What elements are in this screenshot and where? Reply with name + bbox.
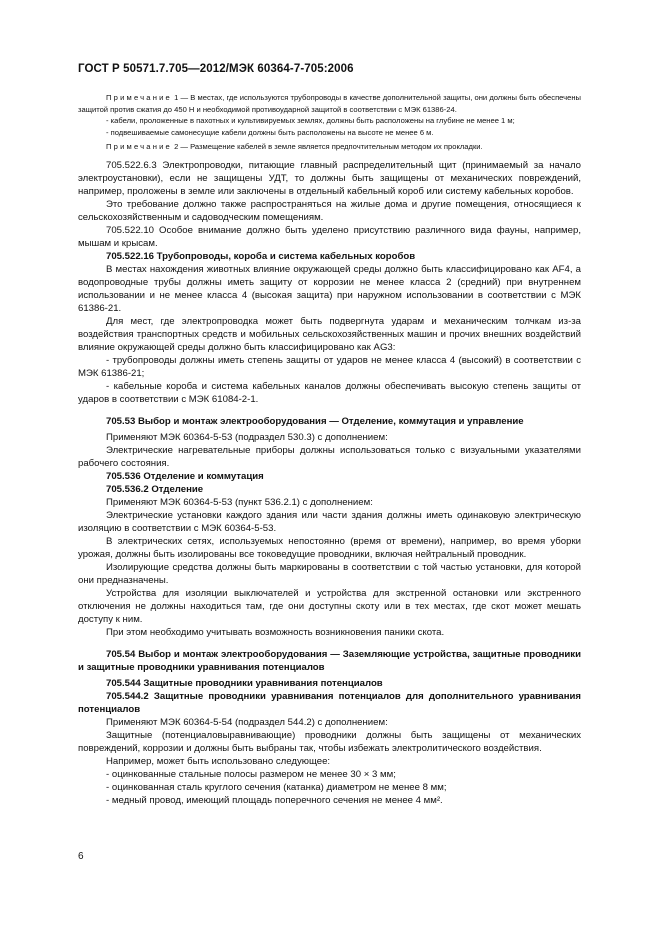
paragraph: Применяют МЭК 60364-5-54 (подраздел 544.2) с дополнением:: [106, 716, 388, 728]
note-1-text: 1 — В местах, где используются трубопроводы в качестве дополнительной защиты, они должны быть обеспечены защитой против сжатия до 450 Н и необходимой противоударной защитой в соответствии с МЭК 61386-24.: [78, 93, 581, 114]
paragraph: Изолирующие средства должны быть маркированы в соответствии с той частью установки, для которой они предназначены.: [78, 561, 581, 586]
page-number: 6: [78, 851, 84, 862]
document-body: [78, 92, 581, 807]
paragraph-705-522-10: 705.522.10 Особое внимание должно быть уделено присутствию различного вида фауны, например, мышам и крысам.: [78, 224, 581, 249]
note-2-text: 2 — Размещение кабелей в земле является предпочтительным методом их прокладки.: [171, 142, 483, 152]
paragraph: Электрические нагревательные приборы должны использоваться только с визуальными указателями рабочего состояния.: [78, 444, 581, 469]
heading-705-544: 705.544 Защитные проводники уравнивания потенциалов: [106, 677, 383, 689]
heading-705-53: 705.53 Выбор и монтаж электрооборудования — Отделение, коммутация и управление: [106, 415, 524, 427]
note-2: [78, 141, 581, 153]
paragraph-705-522-6-3: 705.522.6.3 Электропроводки, питающие главный распределительный щит (принимаемый за начало электроустановки), если не защищены УДТ, то должны быть защищены от механических повреждений, например, проложены в земле или заключены в отдельный кабельный короб или систему кабельных коробов.: [78, 159, 581, 197]
paragraph: Защитные (потенциаловыравнивающие) проводники должны быть защищены от механических повреждений, коррозии и должны быть выбраны так, чтобы избежать электролитического воздействия.: [78, 729, 581, 754]
paragraph: Применяют МЭК 60364-5-53 (подраздел 530.3) с дополнением:: [106, 431, 388, 443]
paragraph: Это требование должно также распространяться на жилые дома и другие помещения, относящиеся к сельскохозяйственным и садоводческим помещениям.: [78, 198, 581, 223]
list-item: - оцинкованные стальные полосы размером не менее 30 × 3 мм;: [106, 768, 396, 780]
note-1: [78, 92, 581, 115]
heading-705-536-2: 705.536.2 Отделение: [106, 483, 204, 495]
paragraph: При этом необходимо учитывать возможность возникновения паники скота.: [106, 626, 445, 638]
paragraph: В местах нахождения животных влияние окружающей среды должно быть классифицировано как AF4, а водопроводные трубы должны иметь защиту от коррозии не менее класса 2 (средний) при внутреннем использовании и не менее класса 4 (высокая защита) при наружном использовании в соответствии с МЭК 61386-21.: [78, 263, 581, 314]
paragraph: Устройства для изоляции выключателей и устройства для экстренной остановки или экстренного отключения не должны находиться там, где они доступны скоту или в тех местах, где скот может мешать доступу к ним.: [78, 587, 581, 625]
note-1-bullet-1: - кабели, проложенные в пахотных и культивируемых землях, должны быть расположены на глубине не менее 1 м;: [106, 116, 515, 126]
paragraph: Для мест, где электропроводка может быть подвергнута ударам и механическим толчкам из-за воздействия транспортных средств и мобильных сельскохозяйственных машин и прочих внешних воздействий влияние окружающей среды должно быть классифицировано как AG3:: [78, 315, 581, 353]
list-item: - кабельные короба и система кабельных каналов должны обеспечивать высокую степень защиты от ударов в соответствии с МЭК 61084-2-1.: [78, 380, 581, 405]
note-1-bullet-2: - подвешиваемые самонесущие кабели должны быть расположены на высоте не менее 6 м.: [106, 127, 434, 137]
list-item: - медный провод, имеющий площадь поперечного сечения не менее 4 мм².: [106, 794, 443, 806]
list-item: - оцинкованная сталь круглого сечения (катанка) диаметром не менее 8 мм;: [106, 781, 447, 793]
note-label: Примечание: [106, 93, 172, 102]
heading-705-522-16: 705.522.16 Трубопроводы, короба и система кабельных коробов: [106, 250, 416, 262]
paragraph: Электрические установки каждого здания или части здания должны иметь одинаковую электрическую изоляцию в соответствии с МЭК 60364-5-53.: [78, 509, 581, 534]
paragraph: Например, может быть использовано следующее:: [106, 755, 331, 767]
paragraph: Применяют МЭК 60364-5-53 (пункт 536.2.1) с дополнением:: [106, 496, 373, 508]
paragraph: В электрических сетях, используемых непостоянно (время от времени), например, во время уборки урожая, должны быть изолированы все токоведущие проводники, включая нейтральный проводник.: [78, 535, 581, 560]
heading-705-536: 705.536 Отделение и коммутация: [106, 470, 264, 482]
note-label: Примечание: [106, 142, 172, 152]
document-header: ГОСТ Р 50571.7.705—2012/МЭК 60364-7-705:2006: [78, 63, 354, 75]
list-item: - трубопроводы должны иметь степень защиты от ударов не менее класса 4 (высокий) в соответствии с МЭК 61386-21;: [78, 354, 581, 379]
heading-705-54: 705.54 Выбор и монтаж электрооборудования — Заземляющие устройства, защитные проводники и защитные проводники уравнивания потенциалов: [78, 648, 581, 673]
heading-705-544-2: 705.544.2 Защитные проводники уравнивания потенциалов для дополнительного уравнивания потенциалов: [78, 690, 581, 715]
